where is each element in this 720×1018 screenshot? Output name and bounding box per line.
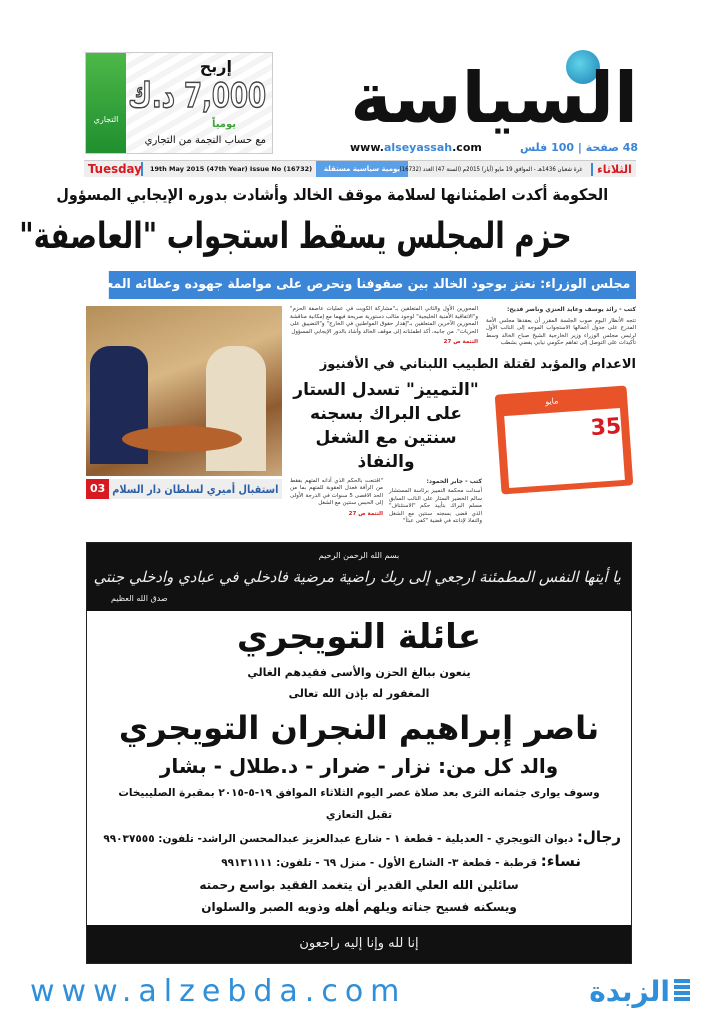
ad-line3: يومياً: [211, 119, 236, 130]
site-url[interactable]: [350, 141, 482, 154]
independent-badge: يومية سياسية مستقلة: [316, 161, 408, 177]
alzebda-bars-icon: [674, 979, 690, 1003]
story2-body-left: "اقتنعت بالحكم الذي أدانه المتهم بفقط من الرأفة فعدل العقوبة للمتهم بما من الحد الاقصى 5 سنوات في الدرجة الأولى إلى الحبس سنتين مع الشغل: [290, 477, 383, 506]
footer: [30, 974, 690, 1009]
obituary-header: [87, 543, 631, 611]
story2-byline: كتب - جابر الحمود:: [426, 477, 482, 485]
newspaper-logo: السياسة: [350, 57, 638, 139]
url-suffix: .com: [452, 141, 482, 154]
photo-column: [86, 306, 282, 499]
caption-text: استقبال أميري لسلطان دار السلام: [112, 482, 279, 496]
prayer-line1: سائلين الله العلي القدير أن يتغمد الفقيد بواسع رحمته: [199, 877, 519, 892]
url-name: alseyassah: [383, 141, 453, 154]
prayer-line2: ويسكنه فسيح جناته ويلهم أهله وذويه الصبر والسلوان: [201, 899, 517, 914]
lead-headline[interactable]: حزم المجلس يسقط استجواب "العاصفة": [19, 216, 572, 257]
story2-col-right: [389, 478, 482, 526]
family-name: عائلة التويجري: [236, 616, 482, 657]
men-label: رجال:: [576, 827, 621, 846]
date-ar: غرة شعبان 1436هـ - الموافق 19 مايو (أيار) 2015م (السنة 47) العدد (16732): [399, 165, 583, 173]
calendar-month: مايو: [544, 395, 559, 406]
late-line: المغفور له بإذن الله تعالى: [288, 686, 430, 700]
ad-amount: 7,000 د.ك: [128, 76, 266, 116]
day-ar: الثلاثاء: [591, 163, 636, 176]
news-row: [84, 306, 636, 526]
basmala: بسم الله الرحمن الرحيم: [318, 550, 400, 560]
condolences-label: تقبل التعازي: [325, 808, 393, 821]
burial-line: وسوف يوارى جثمانه الثرى بعد صلاة عصر اليوم الثلاثاء الموافق ١٩-٥-٢٠١٥ بمقبرة الصليبيخات: [118, 786, 600, 799]
sons-line: والد كل من: نزار - ضرار - د.طلال - بشار: [159, 753, 559, 778]
story2-kicker: الاعدام والمؤبد لقتلة الطبيب اللبناني في الأفنيوز: [319, 356, 636, 372]
men-condolences: [87, 829, 631, 847]
footer-verse: إنا لله وإنا إليه راجعون: [87, 925, 631, 963]
alzebda-logo-text: الزبدة: [589, 974, 670, 1008]
lead-story-columns: [290, 306, 636, 348]
footer-url[interactable]: www.alzebda.com: [30, 973, 407, 1009]
story2-headline[interactable]: "التمييز" تسدل الستار على البراك بسجنه سنتين مع الشغل والنفاذ: [293, 379, 479, 472]
deceased-name: ناصر إبراهيم النجران التويجري: [118, 708, 600, 747]
lead-kicker: الحكومة أكدت اطمئنانها لسلامة موقف الخالد وأشادت بدوره الإيجابي المسؤول: [56, 185, 609, 204]
women-address: قرطبة - قطعة ٣- الشارع الأول - منزل ٦٩ - تلفون: ٩٩١٣١١١١: [221, 856, 538, 869]
lead-body-left: المحورين الأول والثاني المتعلقين بـ"مشاركة الكويت في عمليات عاصفة الحزم" و"الاتفاقية الأمنية الخليجية" لوجود مثالب دستورية صريحة فيهما مع إمكانية مناقشة المحورين الآخرين المتعلقين بـ"إهدار حقوق المواطنين في الخارج" و"التضييق على الحريات". من جانبه، أكد اطمئنانه إلى موقف الخالد وأشاد بالدور الإيجابي المسؤول: [290, 306, 478, 335]
bank-advertisement[interactable]: [85, 52, 273, 154]
mourn-line: ينعون ببالغ الحزن والأسى فقيدهم الغالي: [247, 665, 471, 679]
pages-price: 48 صفحة | 100 فلس: [519, 141, 638, 154]
alzebda-logo: [589, 975, 690, 1008]
obituary-notice: [86, 542, 632, 964]
day-en: Tuesday: [84, 162, 143, 176]
lead-subhead: مجلس الوزراء: نعتز بوجود الخالد بين صفوفنا ونحرص على مواصلة جهوده وعطائه المعهود: [109, 271, 636, 299]
photo-caption: [86, 479, 282, 499]
photo-table: [122, 426, 242, 452]
page-ref[interactable]: 03: [86, 479, 109, 499]
ad-line1: إربح: [199, 57, 232, 76]
stories-area: [290, 306, 636, 526]
men-address: ديوان التويجري - العديلية - قطعة ١ - شارع عبدالعزيز عبدالمحسن الراشد- تلفون: ٩٩٠٣٧٥٥٥: [103, 832, 574, 845]
quran-verse: يا أيتها النفس المطمئنة ارجعي إلى ربك راضية مرضية فادخلي في عبادي وادخلي جنتي: [93, 567, 621, 586]
dateline-bar: [84, 160, 636, 177]
bank-logo: التجاري: [86, 53, 126, 153]
photo-figure: [206, 346, 266, 471]
lead-byline: كتب - رائد يوسف وعايد العنزي وناصر فديح:: [506, 306, 636, 313]
story2-col-left: [290, 478, 383, 519]
calendar-illustration: [495, 385, 634, 494]
lead-body-right: تتجه الأنظار اليوم صوب الجلسة المقرر أن يعقدها مجلس الأمة المدرج على جدول أعمالها الاستجواب الموجه إلى النائب الأول لرئيس مجلس الوزراء وزير الخارجية الشيخ صباح الخالد وسط تأكيدات على التوصل إلى تفاهم حكومي نيابي يفضي بشطب: [486, 317, 636, 346]
amir-reception-photo[interactable]: [86, 306, 282, 476]
women-label: نساء:: [540, 851, 581, 870]
lead-continued[interactable]: التتمة ص 27: [443, 339, 478, 345]
story2-main: [290, 378, 482, 526]
calendar-wrapper: [492, 378, 636, 502]
story2-continued[interactable]: التتمة ص 27: [348, 510, 383, 517]
women-condolences: [87, 853, 631, 871]
calendar-day: 35: [589, 413, 623, 441]
story2-body-right: أسدلت محكمة التمييز برئاسة المستشار سالم الخضير الستار على النائب السابق مسلم البراك بتأييد حكم "الاستئناف" الذي قضى بسجنه سنتين مع الشغل والنفاذ لإدانته في قضية "كفى عبثاً": [389, 488, 482, 524]
story2-columns: [290, 478, 482, 526]
lead-col-right: [486, 306, 636, 348]
lead-col-left: [290, 306, 478, 347]
sadaqa: صدق الله العظيم: [111, 593, 168, 603]
url-prefix: www.: [350, 141, 384, 154]
story2-row: [290, 378, 636, 526]
issue-en: 19th May 2015 (47th Year) Issue No (16732): [150, 165, 313, 173]
ad-line4: مع حساب النجمة من التجاري: [144, 135, 266, 146]
lower-section: [0, 306, 720, 1017]
